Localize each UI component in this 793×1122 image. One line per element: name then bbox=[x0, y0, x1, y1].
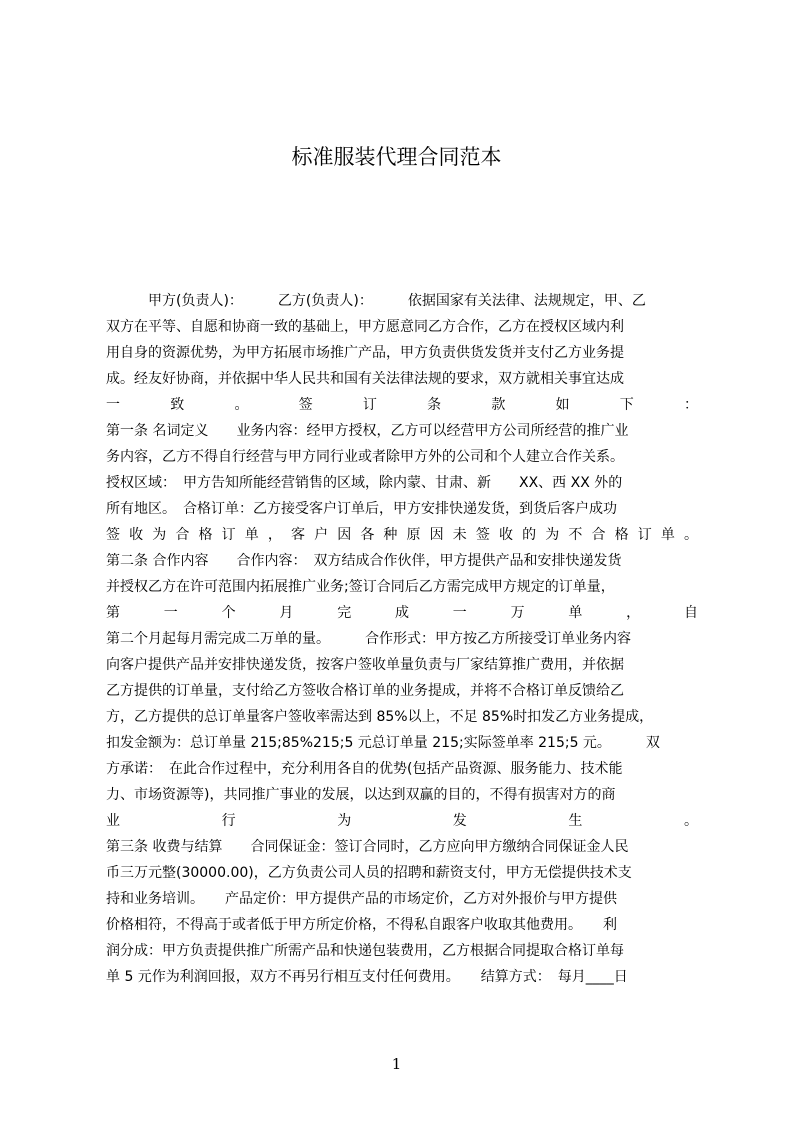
text-line: 用自身的资源优势，为甲方拓展市场推广产品，甲方负责供货发货并支付乙方业务提 bbox=[106, 345, 624, 361]
text-line: 第二个月起每月需完成二万单的量。 合作形式：甲方按乙方所接受订单业务内容 bbox=[106, 631, 631, 647]
text-line: 第 一 个 月 完 成 一 万 单 ， 自 bbox=[106, 605, 698, 621]
text-line: 授权区域： 甲方告知所能经营销售的区域，除内蒙、甘肃、新 XX、西 XX 外的 bbox=[106, 475, 623, 491]
text-line: 所有地区。 合格订单：乙方接受客户订单后，甲方安排快递发货，到货后客户成功 bbox=[106, 501, 617, 517]
text-line: 币三万元整(30000.00)，乙方负责公司人员的招聘和薪资支付，甲方无偿提供技术支 bbox=[106, 865, 632, 881]
text-line: 扣发金额为：总订单量 215;85%215;5 元总订单量 215;实际签单率 215;5 元。 双 bbox=[106, 735, 660, 751]
text-line: 力、市场资源等)，共同推广事业的发展，以达到双赢的目的，不得有损害对方的商 bbox=[106, 787, 616, 803]
text-line: 润分成：甲方负责提供推广所需产品和快递包装费用，乙方根据合同提取合格订单每 bbox=[106, 943, 624, 959]
text-line: 双方在平等、自愿和协商一致的基础上，甲方愿意同乙方合作，乙方在授权区域内利 bbox=[106, 319, 624, 335]
text-line: 务内容，乙方不得自行经营与甲方同行业或者除甲方外的公司和个人建立合作关系。 bbox=[106, 449, 624, 465]
text-line: 乙方提供的订单量，支付给乙方签收合格订单的业务提成，并将不合格订单反馈给乙 bbox=[106, 683, 624, 699]
document-title: 标准服装代理合同范本 bbox=[291, 145, 502, 169]
text-line: 一 致 。 签 订 条 款 如 下 ： bbox=[106, 397, 698, 413]
text-line: 向客户提供产品并安排快递发货，按客户签收单量负责与厂家结算推广费用，并依据 bbox=[106, 657, 624, 673]
text-line: 价格相符，不得高于或者低于甲方所定价格，不得私自跟客户收取其他费用。 利 bbox=[106, 917, 617, 933]
text-line: 第一条 名词定义 业务内容：经甲方授权，乙方可以经营甲方公司所经营的推广业 bbox=[106, 423, 629, 439]
text-line: 业 行 为 发 生 。 bbox=[106, 813, 698, 829]
text-line: 单 5 元作为利润回报，双方不再另行相互支付任何费用。 结算方式： 每月____日 bbox=[106, 969, 628, 985]
text-line: 签 收 为 合 格 订 单 ， 客 户 因 各 种 原 因 未 签 收 的 为 不 合 格 订 单 。 bbox=[106, 527, 698, 543]
text-line: 第二条 合作内容 合作内容： 双方结成合作伙伴，甲方提供产品和安排快递发货 bbox=[106, 553, 622, 569]
text-line: 方承诺： 在此合作过程中，充分利用各自的优势(包括产品资源、服务能力、技术能 bbox=[106, 761, 623, 777]
text-line: 成。经友好协商，并依据中华人民共和国有关法律法规的要求，双方就相关事宜达成 bbox=[106, 371, 624, 387]
text-line: 第三条 收费与结算 合同保证金：签订合同时，乙方应向甲方缴纳合同保证金人民 bbox=[106, 839, 629, 855]
contract-body bbox=[106, 288, 698, 990]
text-line: 持和业务培训。 产品定价：甲方提供产品的市场定价，乙方对外报价与甲方提供 bbox=[106, 891, 617, 907]
text-line: 甲方(负责人)： 乙方(负责人)： 依据国家有关法律、法规规定，甲、乙 bbox=[106, 293, 646, 309]
text-line: 方，乙方提供的总订单量客户签收率需达到 85%以上，不足 85%时扣发乙方业务提成， bbox=[106, 709, 654, 725]
page-number: 1 bbox=[391, 1055, 402, 1073]
text-line: 并授权乙方在许可范围内拓展推广业务;签订合同后乙方需完成甲方规定的订单量， bbox=[106, 579, 615, 595]
